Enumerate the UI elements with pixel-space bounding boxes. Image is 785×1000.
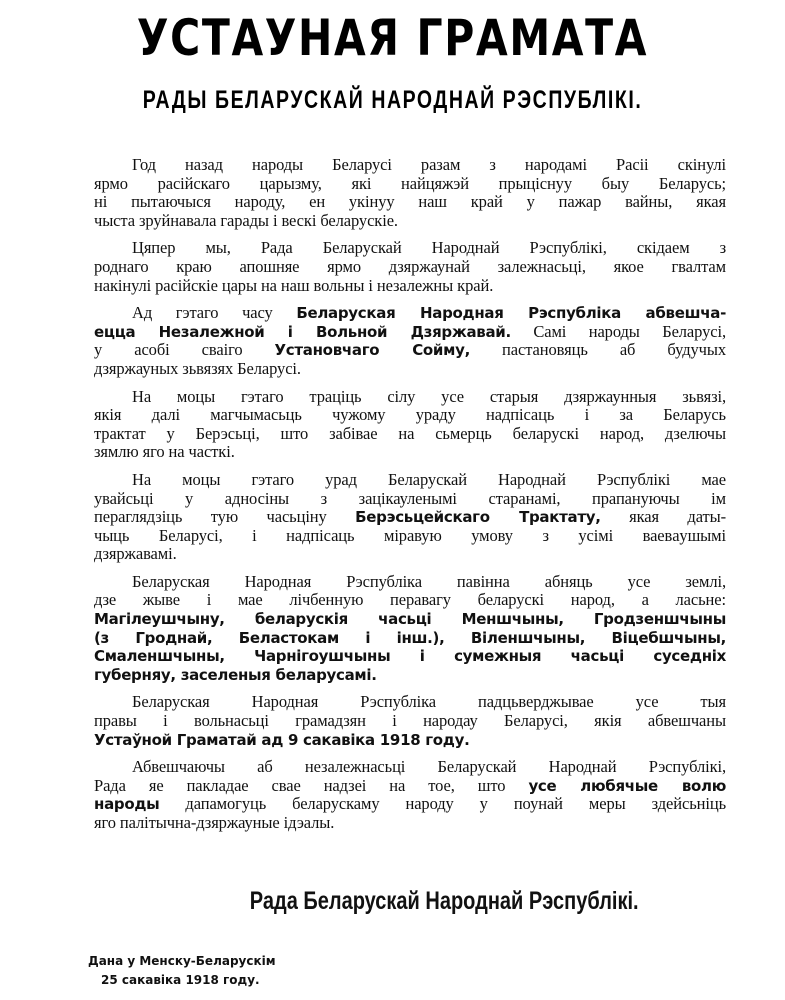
text-line xyxy=(94,304,726,323)
text-line xyxy=(94,545,726,564)
text-segment: На моцы гэтаго урад Беларускай Народнай Рэспублікі мае xyxy=(132,469,726,489)
paragraph xyxy=(94,156,726,230)
text-line xyxy=(94,471,726,490)
document-title: УСТАУНАЯ ГРАМАТА xyxy=(136,9,649,67)
text-line xyxy=(94,425,726,444)
text-segment: Беларуская Народная Рэспубліка павінна абняць усе землі, xyxy=(132,571,726,591)
text-segment: роднаго краю апошняе ярмо дзяржаунай залежнасьці, якое гвалтам xyxy=(94,256,726,276)
text-segment: яго палітычна-дзяржауные ідэалы. xyxy=(94,813,335,832)
emphasized-text: Магілеушчыну, беларускія часьці Меншчыны, Гродзеншчыны xyxy=(94,610,726,629)
text-line xyxy=(94,666,726,685)
text-segment: Беларуская Народная Рэспубліка падцьверджывае усе тыя xyxy=(132,692,726,712)
text-segment: якая даты- xyxy=(600,507,726,527)
place-and-date xyxy=(88,952,276,990)
text-segment: якія далі магчымасьць чужому ураду надпісаць і за Беларусь xyxy=(94,405,726,425)
paragraph xyxy=(94,471,726,564)
text-segment: дзе жыве і мае лічбенную перавагу беларускі народ, а ласьне: xyxy=(94,590,726,610)
text-line xyxy=(94,341,726,360)
text-segment: ні пытаючыся народу, ен укінуу наш край у пажар вайны, якая xyxy=(94,192,726,212)
text-line xyxy=(94,193,726,212)
text-line xyxy=(94,795,726,814)
text-segment: дзяржавамі. xyxy=(94,544,177,564)
text-segment: дзяржауных зьвязях Беларусі. xyxy=(94,358,301,378)
text-segment: правы і вольнасьці грамадзян і народау Беларусі, якія абвешчаны xyxy=(94,711,726,731)
text-segment: Ад гэтаго часу xyxy=(132,303,297,323)
text-segment: трактат у Берэсьці, што забівае на сьмерць беларускі народ, дзелючы xyxy=(94,423,726,443)
emphasized-text: губерняу, заселеныя беларусамі. xyxy=(94,665,377,684)
emphasized-text: народы xyxy=(94,795,160,814)
text-line xyxy=(94,323,726,342)
text-line xyxy=(94,258,726,277)
text-segment: пераглядзіць тую часьціну xyxy=(94,507,356,527)
emphasized-text: ецца Незалежной і Вольной Дзяржавай. xyxy=(94,322,511,341)
text-segment: Рада яе пакладае свае надзеі на тое, што xyxy=(94,775,529,795)
text-segment: накінулі расійскіе цары на наш вольны і незалежны край. xyxy=(94,275,494,295)
paragraph xyxy=(94,573,726,685)
text-line xyxy=(94,610,726,629)
text-line xyxy=(94,490,726,509)
text-line xyxy=(94,712,726,731)
text-line xyxy=(94,573,726,592)
paragraph xyxy=(94,758,726,832)
signature: Рада Беларускай Народнай Рэспублікі. xyxy=(249,887,639,915)
text-line xyxy=(94,731,726,750)
paragraph xyxy=(94,304,726,378)
text-line xyxy=(94,508,726,527)
document-subtitle: РАДЫ БЕЛАРУСКАЙ НАРОДНАЙ РЭСПУБЛІКІ. xyxy=(142,86,643,114)
text-segment: Абвешчаючы аб незалежнасьці Беларускай Народнай Рэспублікі, xyxy=(132,757,726,777)
paragraph xyxy=(94,693,726,749)
text-line xyxy=(94,777,726,796)
emphasized-text: усе любячые волю xyxy=(528,776,726,795)
text-line xyxy=(94,360,726,379)
text-line xyxy=(94,239,726,258)
text-line xyxy=(94,277,726,296)
text-line xyxy=(94,527,726,546)
text-line xyxy=(94,175,726,194)
paragraph xyxy=(94,388,726,462)
text-segment: дапамогуць беларускаму народу у поунай меры здейсьніць xyxy=(159,794,726,814)
text-line xyxy=(94,629,726,648)
emphasized-text: Установчаго Сойму, xyxy=(274,341,470,360)
emphasized-text: (з Гроднай, Беластокам і інш.), Віленшчыны, Віцебшчыны, xyxy=(94,628,726,647)
text-segment: пастановяць аб будучых xyxy=(469,340,726,360)
text-line xyxy=(94,443,726,462)
text-line xyxy=(94,758,726,777)
text-segment: ярмо расійскаго царызму, які найцяжэй прыціснуу быу Беларусь; xyxy=(94,173,726,193)
text-segment: Год назад народы Беларусі разам з народамі Расіі скінулі xyxy=(132,155,726,174)
text-segment: чыць Беларусі, і надпісаць міравую умову з усімі ваевaушымі xyxy=(94,525,726,545)
text-line xyxy=(94,212,726,231)
emphasized-text: Беларуская Народная Рэспубліка абвешча- xyxy=(296,304,726,323)
text-segment: Цяпер мы, Рада Беларускай Народнай Рэспублікі, скідаем з xyxy=(132,238,726,258)
text-segment: у асобі сваіго xyxy=(94,340,275,360)
text-segment: увайсьці у адносіны з зацікауленымі старанамі, прапануючы ім xyxy=(94,488,726,508)
text-segment: На моцы гэтаго траціць сілу усе старыя дзяржаунныя зьвязі, xyxy=(132,386,726,406)
text-line xyxy=(94,388,726,407)
text-line xyxy=(94,814,726,833)
paragraph xyxy=(94,239,726,295)
place-line: Дана у Менску-Беларускім xyxy=(88,954,276,968)
date-line: 25 сакавіка 1918 году. xyxy=(101,973,260,987)
text-segment: Самі народы Беларусі, xyxy=(510,321,726,341)
text-line xyxy=(94,156,726,175)
emphasized-text: Берэсьцейскаго Трактату, xyxy=(355,508,601,527)
emphasized-text: Устаўной Граматай ад 9 сакавіка 1918 году. xyxy=(94,730,470,749)
text-line xyxy=(94,693,726,712)
text-line xyxy=(94,406,726,425)
text-line xyxy=(94,591,726,610)
text-line xyxy=(94,647,726,666)
text-segment: чыста зруйнавала гарады і вескі беларускіе. xyxy=(94,210,398,230)
text-segment: зямлю яго на часткі. xyxy=(94,442,235,462)
document-body xyxy=(94,156,726,842)
emphasized-text: Смаленшчыны, Чарнігоушчыны і сумежныя часьці суседніх xyxy=(94,647,726,666)
